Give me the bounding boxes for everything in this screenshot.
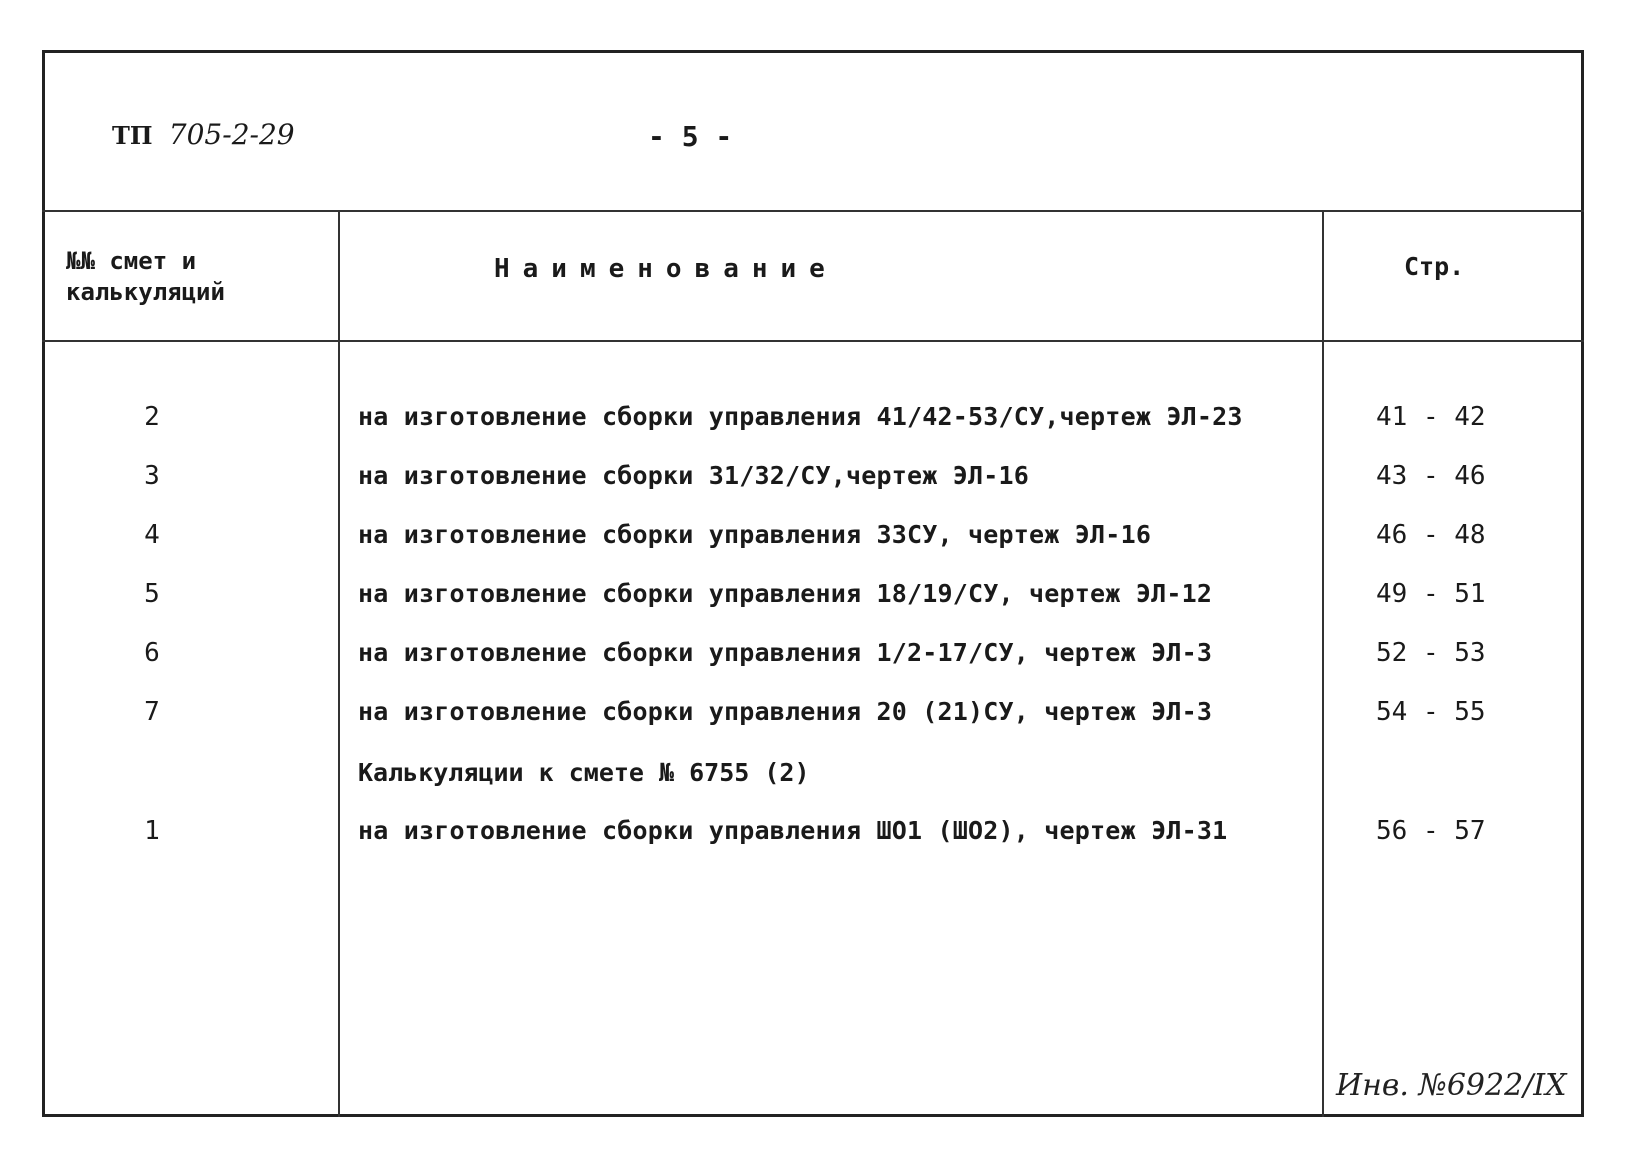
table-row	[0, 638, 1647, 678]
row-pages: 49 - 51	[1376, 579, 1486, 609]
row-pages: 41 - 42	[1376, 402, 1486, 432]
row-name: на изготовление сборки управления 1/2-17/СУ, чертеж ЭЛ-3	[358, 638, 1213, 667]
row-name: на изготовление сборки управления 18/19/СУ, чертеж ЭЛ-12	[358, 579, 1213, 608]
table-row	[0, 461, 1647, 501]
column-header-number-line2: калькуляций	[66, 278, 225, 306]
table-row	[0, 697, 1647, 737]
section-title: Калькуляции к смете № 6755 (2)	[358, 758, 810, 787]
page-number: - 5 -	[648, 120, 733, 153]
table-row	[0, 402, 1647, 442]
column-header-page: Стр.	[1404, 252, 1465, 281]
row-number: 6	[144, 638, 160, 668]
inventory-note: Инв. №6922/IX	[1336, 1068, 1567, 1103]
row-name: на изготовление сборки управления 41/42-53/СУ,чертеж ЭЛ-23	[358, 402, 1243, 431]
row-number: 2	[144, 402, 160, 432]
doc-number: 705-2-29	[168, 118, 295, 151]
row-name: на изготовление сборки управления 20 (21)СУ, чертеж ЭЛ-3	[358, 697, 1213, 726]
row-pages: 56 - 57	[1376, 816, 1486, 846]
row-number: 1	[144, 816, 160, 846]
row-number: 7	[144, 697, 160, 727]
row-number: 5	[144, 579, 160, 609]
column-header-number	[66, 246, 225, 308]
row-pages: 54 - 55	[1376, 697, 1486, 727]
row-name: на изготовление сборки управления ШО1 (ШО2), чертеж ЭЛ-31	[358, 816, 1228, 845]
table-row	[0, 579, 1647, 619]
row-number: 4	[144, 520, 160, 550]
table-top-rule	[42, 210, 1584, 212]
row-name: на изготовление сборки 31/32/СУ,чертеж ЭЛ-16	[358, 461, 1030, 490]
row-pages: 46 - 48	[1376, 520, 1486, 550]
document-code	[112, 118, 295, 151]
row-number: 3	[144, 461, 160, 491]
table-header-rule	[42, 340, 1584, 342]
row-name: на изготовление сборки управления 33СУ, чертеж ЭЛ-16	[358, 520, 1152, 549]
row-pages: 52 - 53	[1376, 638, 1486, 668]
column-header-name: Наименование	[494, 254, 838, 284]
table-row	[0, 816, 1647, 856]
doc-prefix: ТП	[112, 121, 153, 150]
row-pages: 43 - 46	[1376, 461, 1486, 491]
table-row	[0, 520, 1647, 560]
column-header-number-line1: №№ смет и	[66, 247, 197, 275]
